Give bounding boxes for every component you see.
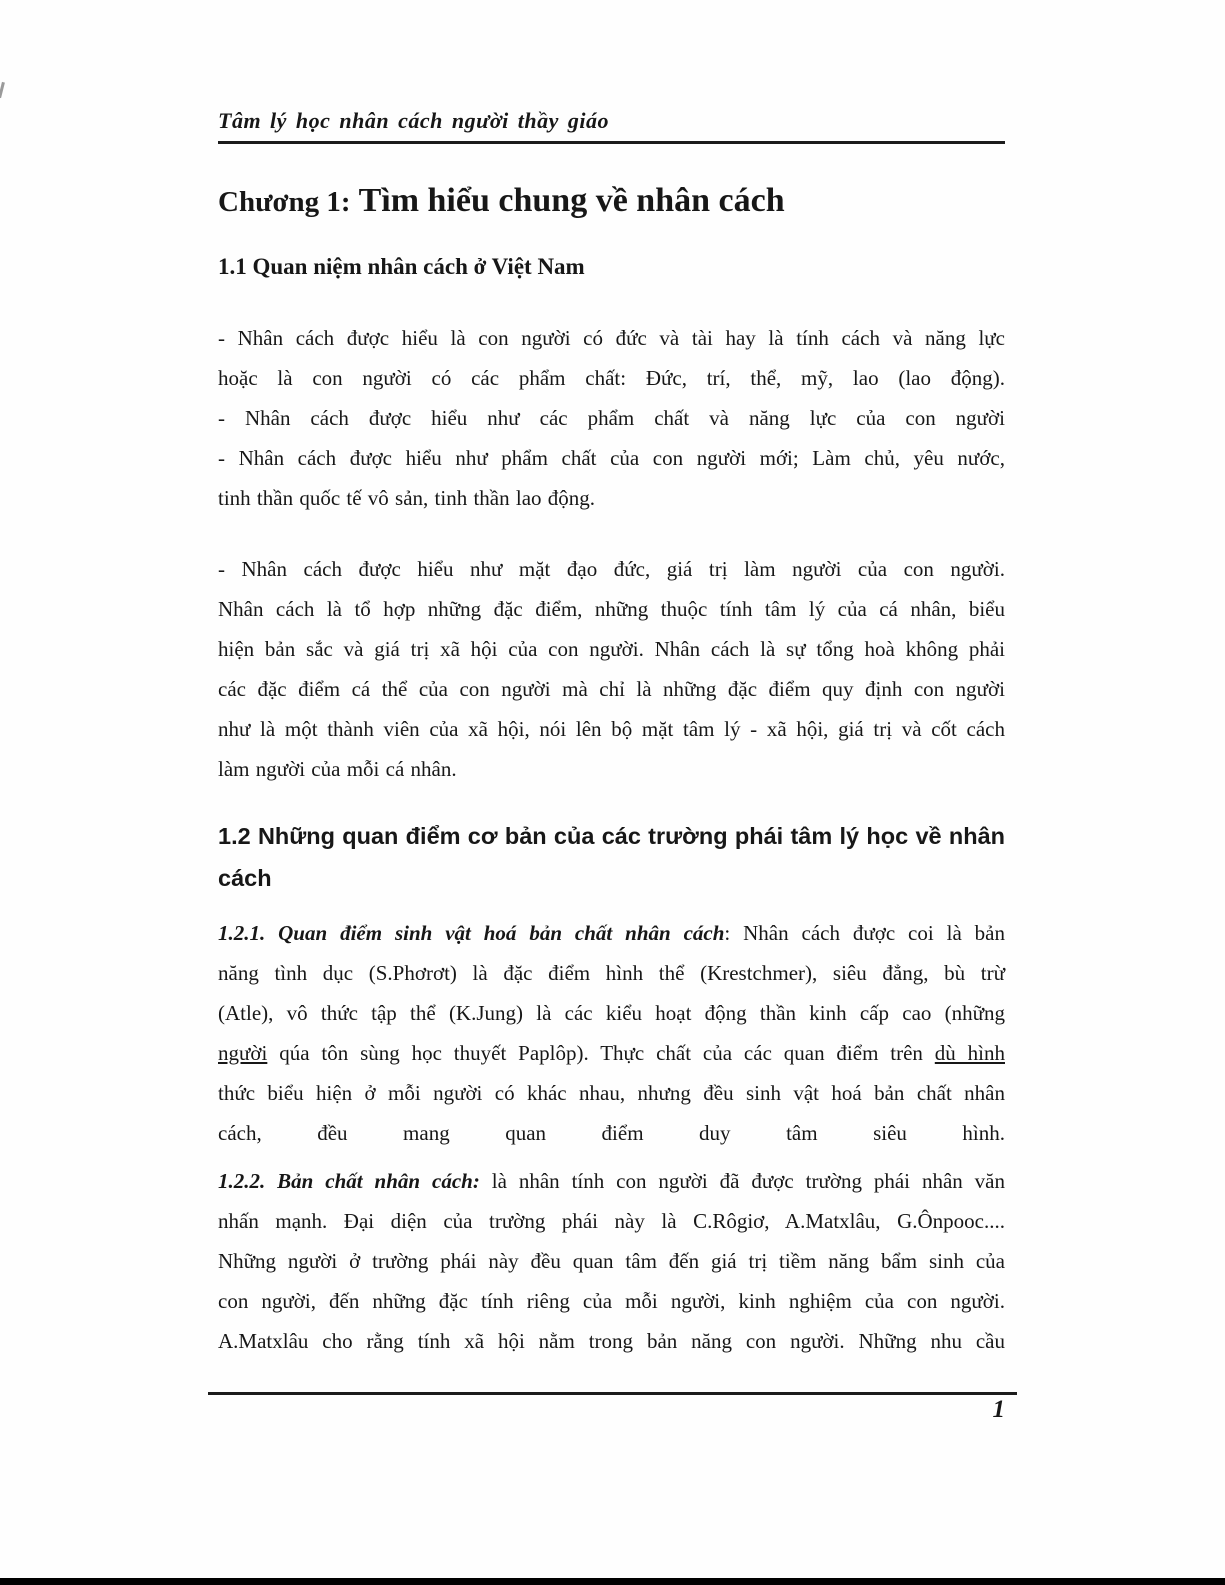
text-line: - Nhân cách được hiểu là con người có đức và tài hay là tính cách và năng lực xyxy=(218,326,1005,350)
text-line: tinh thần quốc tế vô sản, tinh thần lao động. xyxy=(218,486,596,510)
text-line: nhấn mạnh. Đại diện của trường phái này là C.Rôgiơ, A.Matxlâu, G.Ônpooc.... xyxy=(218,1209,1005,1233)
text-line: - Nhân cách được hiểu như mặt đạo đức, giá trị làm người của con người. xyxy=(218,557,1005,581)
text-line: A.Matxlâu cho rằng tính xã hội nằm trong bản năng con người. Những nhu cầu xyxy=(218,1329,1005,1353)
text-line: năng tình dục (S.Phơrơt) là đặc điểm hình thể (Krestchmer), siêu đẳng, bù trừ xyxy=(218,961,1005,985)
paragraph-1-1-a xyxy=(218,318,1005,518)
scan-edge-artifact xyxy=(0,82,5,98)
section-1-2-heading xyxy=(218,815,1005,899)
chapter-title xyxy=(218,182,1005,220)
footer-rule xyxy=(208,1392,1017,1395)
text-line: thức biểu hiện ở mỗi người có khác nhau, nhưng đều sinh vật hoá bản chất nhân xyxy=(218,1081,1005,1105)
subsection-1-2-1-lead: 1.2.1. Quan điểm sinh vật hoá bản chất nhân cách xyxy=(218,921,725,945)
chapter-name: Tìm hiểu chung về nhân cách xyxy=(358,182,785,219)
text-line: - Nhân cách được hiểu như phẩm chất của con người mới; Làm chủ, yêu nước, xyxy=(218,446,1005,470)
text-line: Những người ở trường phái này đều quan tâm đến giá trị tiềm năng bẩm sinh của xyxy=(218,1249,1005,1273)
text-line xyxy=(218,1161,1005,1201)
page-number: 1 xyxy=(992,1396,1005,1423)
text-line: làm người của mỗi cá nhân. xyxy=(218,757,457,781)
text-line: hoặc là con người có các phẩm chất: Đức, trí, thể, mỹ, lao (lao động). xyxy=(218,366,1005,390)
underlined-text: dù hình xyxy=(934,1041,1005,1065)
text-line: cách, đều mang quan điểm duy tâm siêu hình. xyxy=(218,1121,1005,1145)
text-line: - Nhân cách được hiểu như các phẩm chất và năng lực của con người xyxy=(218,406,1005,430)
text-run: là nhân tính con người đã được trường phái nhân văn xyxy=(479,1169,1006,1193)
text-line: (Atle), vô thức tập thể (K.Jung) là các kiểu hoạt động thần kinh cấp cao (những xyxy=(218,1001,1005,1025)
text-line: như là một thành viên của xã hội, nói lên bộ mặt tâm lý - xã hội, giá trị và cốt cách xyxy=(218,717,1005,741)
text-run: qúa tôn sùng học thuyết Paplôp). Thực chất của các quan điểm trên xyxy=(267,1041,935,1065)
footer xyxy=(218,1396,1005,1424)
scan-bottom-edge xyxy=(0,1578,1225,1585)
running-header: Tâm lý học nhân cách người thầy giáo xyxy=(218,108,609,133)
text-line: hiện bản sắc và giá trị xã hội của con người. Nhân cách là sự tổng hoà không phải xyxy=(218,637,1005,661)
text-run: : Nhân cách được coi là bản xyxy=(724,921,1005,945)
text-line xyxy=(218,913,1005,953)
paragraph-1-1-b xyxy=(218,549,1005,789)
text-line: Nhân cách là tổ hợp những đặc điểm, những thuộc tính tâm lý của cá nhân, biểu xyxy=(218,597,1005,621)
paragraph-1-2-1 xyxy=(218,913,1005,1153)
underlined-text: người xyxy=(218,1041,268,1065)
subsection-1-2-2-lead: 1.2.2. Bản chất nhân cách: xyxy=(218,1169,480,1193)
text-line: cách xyxy=(218,865,272,891)
text-line: con người, đến những đặc tính riêng của mỗi người, kinh nghiệm của con người. xyxy=(218,1289,1005,1313)
chapter-number: Chương 1: xyxy=(218,186,351,218)
section-1-1-heading: 1.1 Quan niệm nhân cách ở Việt Nam xyxy=(218,254,585,279)
text-line: 1.2 Những quan điểm cơ bản của các trường phái tâm lý học về nhân xyxy=(218,823,1005,849)
header-rule xyxy=(218,141,1005,144)
text-line: các đặc điểm cá thể của con người mà chỉ là những đặc điểm quy định con người xyxy=(218,677,1005,701)
text-line xyxy=(218,1033,1005,1073)
paragraph-1-2-2 xyxy=(218,1161,1005,1361)
